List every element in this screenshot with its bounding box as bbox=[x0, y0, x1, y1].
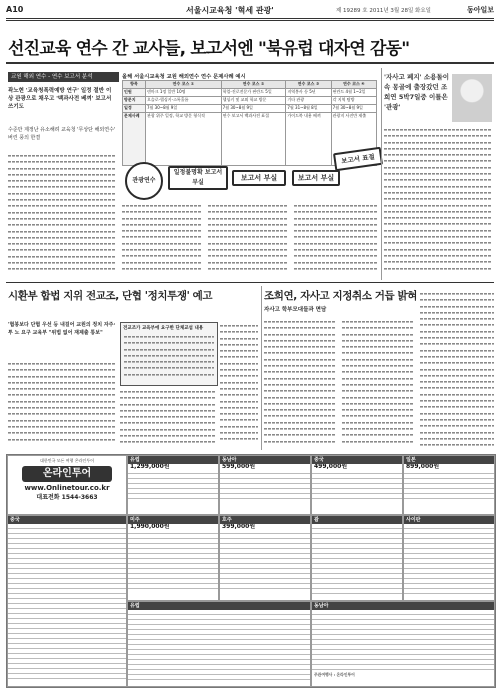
table-cell: 7월 31~8월 8일 bbox=[286, 105, 331, 113]
right-body-text bbox=[384, 126, 492, 276]
table-cell: 7월 30~8월 9일 bbox=[221, 105, 286, 113]
travel-ad-section bbox=[6, 454, 496, 688]
ad-offer-card[interactable] bbox=[219, 515, 311, 601]
table-row bbox=[123, 89, 377, 97]
mid-right-headline: 조희연, 자사고 지정취소 거듭 밝혀 bbox=[264, 290, 418, 302]
table-cell: 지역봉사 등 5년 bbox=[286, 89, 331, 97]
ad-offer-card[interactable] bbox=[127, 455, 219, 515]
mid-rule bbox=[6, 282, 494, 283]
mid-left-headline: 시환부 합법 지위 전교조, 단협 '정치투쟁' 예고 bbox=[8, 290, 213, 302]
ad-offer-card[interactable] bbox=[403, 515, 495, 601]
stamp-report-2: 보고서 부실 bbox=[292, 170, 340, 186]
left-subhead: 곽노현 '교육청폭력예방 연구' 일정 절반 이상 관광으로 채우고 '백과사전 베껴' 보고서 쓰기도 bbox=[8, 88, 112, 110]
ad-region-label: 유럽 bbox=[128, 602, 310, 610]
table-cell: 헬싱키 및 교외 학교 방문 bbox=[221, 97, 286, 105]
ad-price: 599,000원 bbox=[222, 464, 256, 470]
ad-url[interactable]: www.Onlinetour.co.kr bbox=[24, 484, 110, 492]
table-cell: 기타 관광 bbox=[286, 97, 331, 105]
center-body-1 bbox=[122, 202, 202, 277]
section-title: 서울시교육청 '혁세 관광' bbox=[186, 6, 274, 15]
table-header-row bbox=[123, 81, 377, 89]
ad-brand-block[interactable] bbox=[7, 455, 127, 515]
mid-column-divider bbox=[261, 286, 262, 450]
center-body-3 bbox=[294, 202, 378, 277]
portrait-photo bbox=[452, 74, 492, 122]
ad-offer-card[interactable] bbox=[219, 455, 311, 515]
table-cell: 연수 보고서 백과사전 표절 bbox=[221, 113, 286, 166]
mid-right-body-3 bbox=[420, 290, 494, 450]
table-cell: 덴마크 1정 일반 10명 bbox=[146, 89, 222, 97]
issue-meta: 제 19289 호 2011년 3월 28일 화요일 bbox=[336, 8, 431, 14]
mid-right-body-1 bbox=[264, 318, 336, 450]
table-cell: 학업-진로전문가 핀란드 5일 bbox=[221, 89, 286, 97]
table-header: 연수 코스 ③ bbox=[286, 81, 331, 89]
table-cell: 7월 30~8월 9일 bbox=[146, 105, 222, 113]
stamp-tourism: 관광연수 bbox=[125, 162, 163, 200]
newspaper-brand: 동아일보 bbox=[466, 6, 494, 14]
table-cell: 오슬로-헬싱키-스톡홀름 bbox=[146, 97, 222, 105]
headline-rule bbox=[6, 62, 494, 64]
ad-region-label: 호주 bbox=[220, 516, 310, 524]
table-cell: 관광지 사진만 제출 bbox=[331, 113, 376, 166]
ad-region-label: 동남아 bbox=[312, 602, 494, 610]
column-divider bbox=[381, 68, 382, 280]
ad-offer-card[interactable] bbox=[7, 515, 127, 687]
stamp-report-1: 보고서 부실 bbox=[232, 170, 286, 186]
table-cell: 인원 bbox=[123, 89, 146, 97]
mid-left-body-3 bbox=[220, 322, 258, 450]
page-number: A10 bbox=[6, 5, 24, 14]
ad-contact: 주관여행사 : 온라인투어 bbox=[314, 672, 355, 677]
ad-region-label: 중국 bbox=[8, 516, 126, 524]
table-title: 올해 서울시교육청 교원 해외연수 연수 문제사례 예시 bbox=[122, 74, 246, 80]
table-header: 항목 bbox=[123, 81, 146, 89]
ad-price: 499,000원 bbox=[314, 464, 348, 470]
mid-left-body-2 bbox=[120, 388, 216, 450]
ad-phone: 대표전화 1544-3663 bbox=[36, 494, 98, 501]
ad-region-label: 일본 bbox=[404, 456, 494, 464]
table-cell: 가이드북 내용 베껴 bbox=[286, 113, 331, 166]
ad-offer-card[interactable] bbox=[311, 455, 403, 515]
demand-box-title: 전교조가 교육부에 요구한 단체교섭 내용 bbox=[123, 326, 204, 331]
table-row bbox=[123, 105, 377, 113]
ad-offer-card[interactable] bbox=[311, 601, 495, 687]
table-header: 연수 코스 ④ bbox=[331, 81, 376, 89]
ad-offer-card[interactable] bbox=[403, 455, 495, 515]
table-header: 연수 코스 ① bbox=[146, 81, 222, 89]
ad-price: 399,000원 bbox=[222, 524, 256, 530]
table-cell: 각 지역 탐방 bbox=[331, 97, 376, 105]
mid-left-subhead: '협봉보다 단협 우선 등 내걸어 교원의 정치 자주·투 노 요구 교육부 "위법 없어 재제출 통보" bbox=[8, 322, 116, 336]
ad-price: 899,000원 bbox=[406, 464, 440, 470]
table-cell: 문제사례 bbox=[123, 113, 146, 166]
table-cell: 방문지 bbox=[123, 97, 146, 105]
ad-region-label: 괌 bbox=[312, 516, 402, 524]
left-body-text bbox=[8, 152, 116, 277]
ad-region-label: 미주 bbox=[128, 516, 218, 524]
stamp-plagiarism: 보고서 표절 bbox=[333, 147, 383, 172]
ad-price: 1,299,000원 bbox=[130, 464, 170, 470]
ad-offer-card[interactable] bbox=[311, 515, 403, 601]
mid-right-subhead: 자사고 학부모대들과 면담 bbox=[264, 307, 327, 313]
mid-right-body-2 bbox=[342, 318, 414, 450]
table-row bbox=[123, 97, 377, 105]
center-body-2 bbox=[208, 202, 288, 277]
table-cell: 핀란드 4월 1~2일 bbox=[331, 89, 376, 97]
main-headline: 선진교육 연수 간 교사들, 보고서엔 "북유럽 대자연 감동" bbox=[8, 39, 410, 59]
table-cell: 관광 위주 일정, 학교 방문 형식적 bbox=[146, 113, 222, 166]
page-header bbox=[6, 4, 494, 18]
left-subhead-2: 수준만 제정난 유소해려 교육청 '무상단 해외연수' 버린 풍의 한결 bbox=[8, 127, 116, 141]
right-quote-headline: '자사고 폐지' 소용돌이속 몽골에 출장갔던 조희연 5박7일중 이틀은 '관광' bbox=[384, 73, 450, 111]
table-cell: 일정 bbox=[123, 105, 146, 113]
table-header: 연수 코스 ② bbox=[221, 81, 286, 89]
header-rule-thin bbox=[6, 20, 494, 21]
stamp-schedule: 일정불명확 보고서 부실 bbox=[168, 166, 228, 190]
demand-box-text bbox=[121, 333, 217, 381]
ad-tagline: 대한민국 모든 여행 온라인투어 bbox=[39, 458, 95, 463]
ad-offer-card[interactable] bbox=[127, 515, 219, 601]
table-cell: 7월 30~8월 9일 bbox=[331, 105, 376, 113]
left-box-label: 교원 해외 연수 - 연수 보고서 분석 bbox=[8, 72, 119, 82]
ad-region-label: 사이판 bbox=[404, 516, 494, 524]
ad-region-label: 중국 bbox=[312, 456, 402, 464]
ad-region-label: 동남아 bbox=[220, 456, 310, 464]
ad-offer-card[interactable] bbox=[127, 601, 311, 687]
ad-brand-logo: 온라인투어 bbox=[22, 466, 112, 482]
ad-region-label: 유럽 bbox=[128, 456, 218, 464]
ad-price: 1,990,000원 bbox=[130, 524, 170, 530]
demand-box bbox=[120, 322, 218, 386]
mid-left-body-1 bbox=[8, 360, 116, 450]
